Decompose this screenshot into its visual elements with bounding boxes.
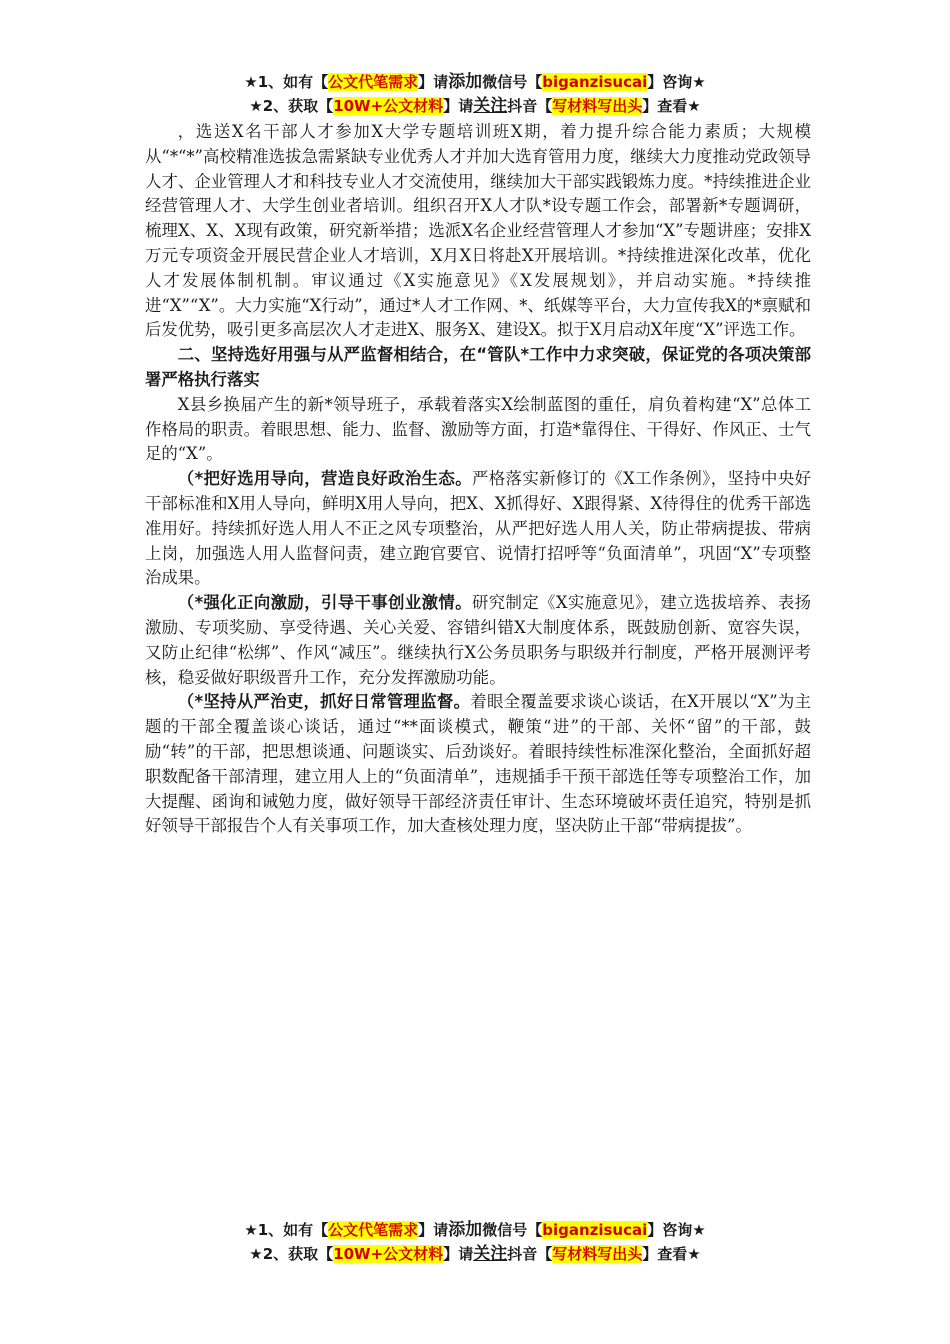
banner-text: 】请 xyxy=(443,1245,474,1263)
section-heading: 二、坚持选好用强与从严监督相结合，在“管队*工作中力求突破，保证党的各项决策部署严格执行落实 xyxy=(145,345,811,389)
banner-prefix: ★2、获取【 xyxy=(249,97,334,115)
bottom-banner-line-1 xyxy=(0,1218,950,1242)
banner-emphasis: 添加 xyxy=(448,1220,483,1240)
paragraph xyxy=(145,690,811,839)
banner-prefix: ★2、获取【 xyxy=(249,1245,334,1263)
document-body xyxy=(145,120,811,839)
banner-highlight: 公文代笔需求 xyxy=(328,1221,419,1239)
banner-text: 抖音【 xyxy=(507,97,553,115)
banner-highlight: 10W+公文材料 xyxy=(333,97,444,115)
banner-text: 】请 xyxy=(418,73,449,91)
banner-text: 微信号【 xyxy=(482,1221,543,1239)
banner-suffix: 】咨询★ xyxy=(647,1221,706,1239)
banner-emphasis: 关注 xyxy=(473,1244,508,1264)
banner-emphasis: 添加 xyxy=(448,72,483,92)
paragraph: X县乡换届产生的新*领导班子，承载着落实X绘制蓝图的重任，肩负着构建“X”总体工作格局的职责。着眼思想、能力、监督、激励等方面，打造*靠得住、干得好、作风正、士气足的“X”。 xyxy=(145,394,811,464)
paragraph: ，选送X名干部人才参加X大学专题培训班X期，着力提升综合能力素质；大规模从“*“*”高校精准选拔急需紧缺专业优秀人才并加大选育管用力度，继续大力度推动党政领导人才、企业管理人才和科技专业人才交流使用，继续加大干部实践锻炼力度。*持续推进企业经营管理人才、大学生创业者培训。组织召开X人才队*设专题工作会，部署新*专题调研，梳理X、X、X现有政策，研究新举措；选派X名企业经营管理人才参加“X”专题讲座；安排X万元专项资金开展民营企业人才培训，X月X日将赴X开展培训。*持续推进深化改革，优化人才发展体制机制。审议通过《X实施意见》《X发展规划》，并启动实施。*持续推进“X”“X”。大力实施“X行动”，通过*人才工作网、*、纸媒等平台，大力宣传我X的*禀赋和后发优势，吸引更多高层次人才走进X、服务X、建设X。拟于X月启动X年度“X”评选工作。 xyxy=(145,122,811,340)
banner-douyin-account: 写材料写出头 xyxy=(552,97,643,115)
paragraph-lead: （*坚持从严治吏，抓好日常管理监督。 xyxy=(177,692,471,712)
banner-emphasis: 关注 xyxy=(473,96,508,116)
paragraph xyxy=(145,591,811,690)
paragraph xyxy=(145,467,811,591)
banner-text: 抖音【 xyxy=(507,1245,553,1263)
banner-highlight: 公文代笔需求 xyxy=(328,73,419,91)
banner-prefix: ★1、如有【 xyxy=(244,73,329,91)
paragraph-text: 严格落实新修订的《X工作条例》，坚持中央好干部标准和X用人导向，鲜明X用人导向，把X、X抓得好、X跟得紧、X待得住的优秀干部选准用好。持续抓好选人用人不正之风专项整治，从严把好选人用人关，防止带病提拔、带病上岗，加强选人用人监督问责，建立跑官要官、说情打招呼等“负面清单”，巩固“X”专项整治成果。 xyxy=(145,469,812,588)
banner-highlight: 10W+公文材料 xyxy=(333,1245,444,1263)
paragraph-text: 着眼全覆盖要求谈心谈话，在X开展以“X”为主题的干部全覆盖谈心谈话，通过“**面谈模式，鞭策“进”的干部、关怀“留”的干部，鼓励“转”的干部，把思想谈通、问题谈实、后劲谈好。着眼持续性标准深化整治，全面抓好超职数配备干部清理，建立用人上的“负面清单”，违规插手干预干部选任等专项整治工作，加大提醒、函询和诫勉力度，做好领导干部经济责任审计、生态环境破坏责任追究，特别是抓好领导干部报告个人有关事项工作，加大查核处理力度，坚决防止干部“带病提拔”。 xyxy=(145,692,811,836)
banner-wechat-id: biganzisucai xyxy=(542,73,648,91)
top-banner-line-2 xyxy=(0,94,950,118)
banner-text: 】请 xyxy=(443,97,474,115)
bottom-banner-line-2 xyxy=(0,1242,950,1266)
paragraph-lead: （*把好选用导向，营造良好政治生态。 xyxy=(177,469,472,489)
banner-prefix: ★1、如有【 xyxy=(244,1221,329,1239)
top-banner-line-1 xyxy=(0,70,950,94)
banner-douyin-account: 写材料写出头 xyxy=(552,1245,643,1263)
banner-wechat-id: biganzisucai xyxy=(542,1221,648,1239)
banner-suffix: 】查看★ xyxy=(642,1245,701,1263)
paragraph-text: 研究制定《X实施意见》，建立选拔培养、表扬激励、专项奖励、享受待遇、关心关爱、容错纠错X大制度体系，既鼓励创新、宽容失误，又防止纪律“松绑”、作风“减压”。继续执行X公务员职务与职级并行制度，严格开展测评考核，稳妥做好职级晋升工作，充分发挥激励功能。 xyxy=(145,593,812,687)
banner-suffix: 】咨询★ xyxy=(647,73,706,91)
paragraph-lead: （*强化正向激励，引导干事创业激情。 xyxy=(177,593,472,613)
banner-text: 】请 xyxy=(418,1221,449,1239)
banner-suffix: 】查看★ xyxy=(642,97,701,115)
banner-text: 微信号【 xyxy=(482,73,543,91)
